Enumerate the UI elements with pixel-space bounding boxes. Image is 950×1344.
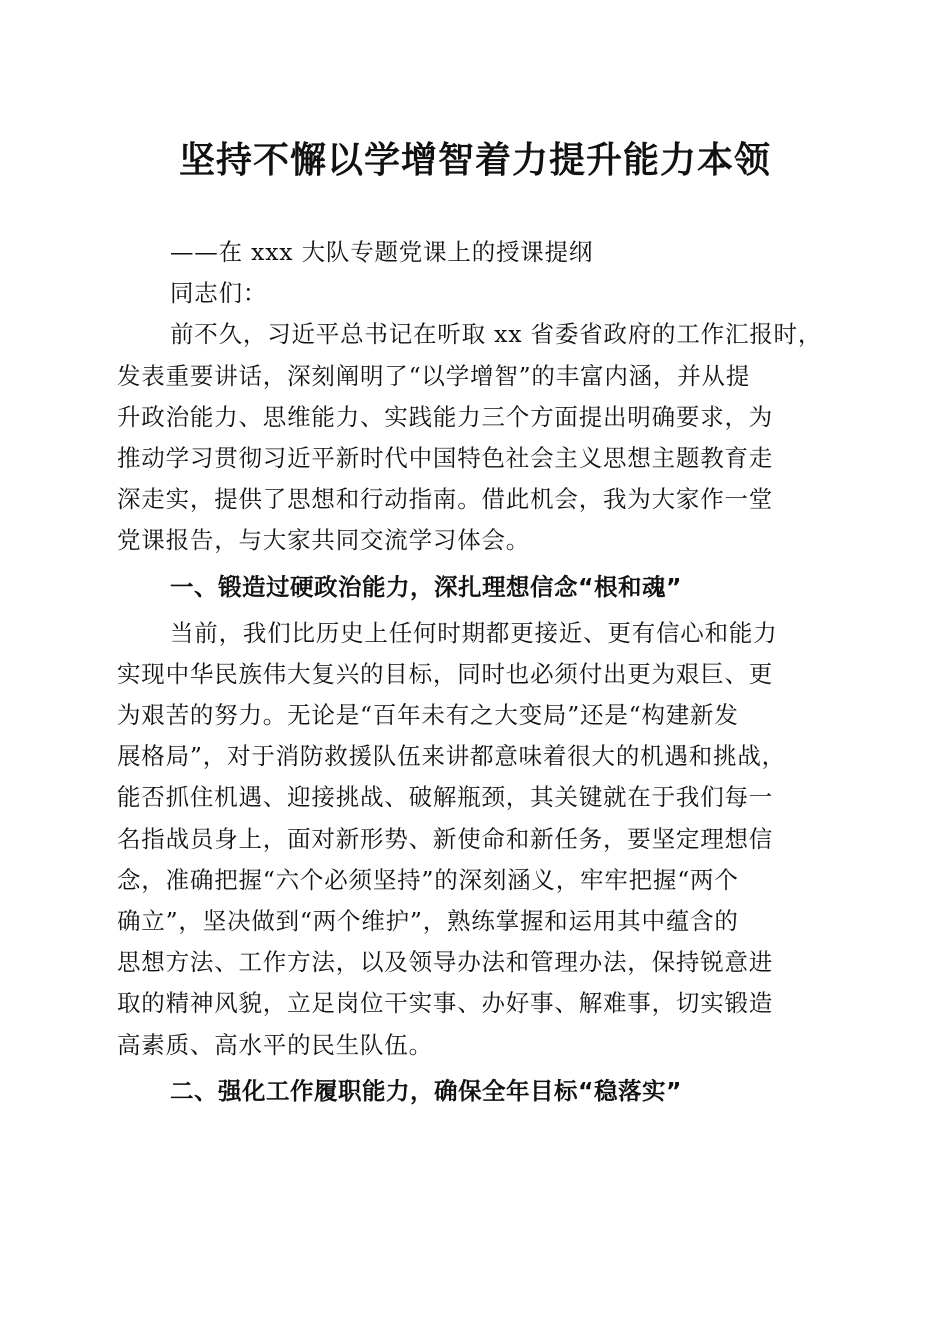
intro-line: 推动学习贯彻习近平新时代中国特色社会主义思想主题教育走 xyxy=(117,443,774,472)
section1-line: 能否抓住机遇、迎接挑战、破解瓶颈，其关键就在于我们每一 xyxy=(117,783,774,812)
section-heading-2: 二、强化工作履职能力，确保全年目标“稳落实” xyxy=(170,1076,682,1105)
intro-line: 前不久，习近平总书记在听取 xx 省委省政府的工作汇报时， xyxy=(170,320,823,349)
section1-line: 名指战员身上，面对新形势、新使命和新任务，要坚定理想信 xyxy=(117,824,774,853)
document-title: 坚持不懈以学增智着力提升能力本领 xyxy=(178,139,771,181)
salutation: 同志们： xyxy=(170,279,268,308)
section1-line: 取的精神风貌，立足岗位干实事、办好事、解难事，切实锻造 xyxy=(117,989,774,1018)
section1-line: 为艰苦的努力。无论是“百年未有之大变局”还是“构建新发 xyxy=(117,701,739,730)
section-heading-1: 一、锻造过硬政治能力，深扎理想信念“根和魂” xyxy=(170,572,682,601)
section1-line: 思想方法、工作方法，以及领导办法和管理办法，保持锐意进 xyxy=(117,948,774,977)
intro-line: 升政治能力、思维能力、实践能力三个方面提出明确要求，为 xyxy=(117,402,774,431)
intro-line: 深走实，提供了思想和行动指南。借此机会，我为大家作一堂 xyxy=(117,485,774,514)
section1-line: 实现中华民族伟大复兴的目标，同时也必须付出更为艰巨、更 xyxy=(117,659,774,688)
document-body xyxy=(117,232,833,1112)
subtitle: ——在 xxx 大队专题党课上的授课提纲 xyxy=(170,238,594,266)
intro-line: 发表重要讲话，深刻阐明了“以学增智”的丰富内涵，并从提 xyxy=(117,361,751,390)
intro-line: 党课报告，与大家共同交流学习体会。 xyxy=(117,526,531,555)
section1-line: 确立”，坚决做到“两个维护”，熟练掌握和运用其中蕴含的 xyxy=(117,907,739,935)
section1-line: 展格局”，对于消防救援队伍来讲都意味着很大的机遇和挑战， xyxy=(117,742,786,771)
section1-line: 高素质、高水平的民生队伍。 xyxy=(117,1030,433,1059)
section1-line: 当前，我们比历史上任何时期都更接近、更有信心和能力 xyxy=(170,618,778,647)
section1-line: 念，准确把握“六个必须坚持”的深刻涵义，牢牢把握“两个 xyxy=(117,865,739,894)
